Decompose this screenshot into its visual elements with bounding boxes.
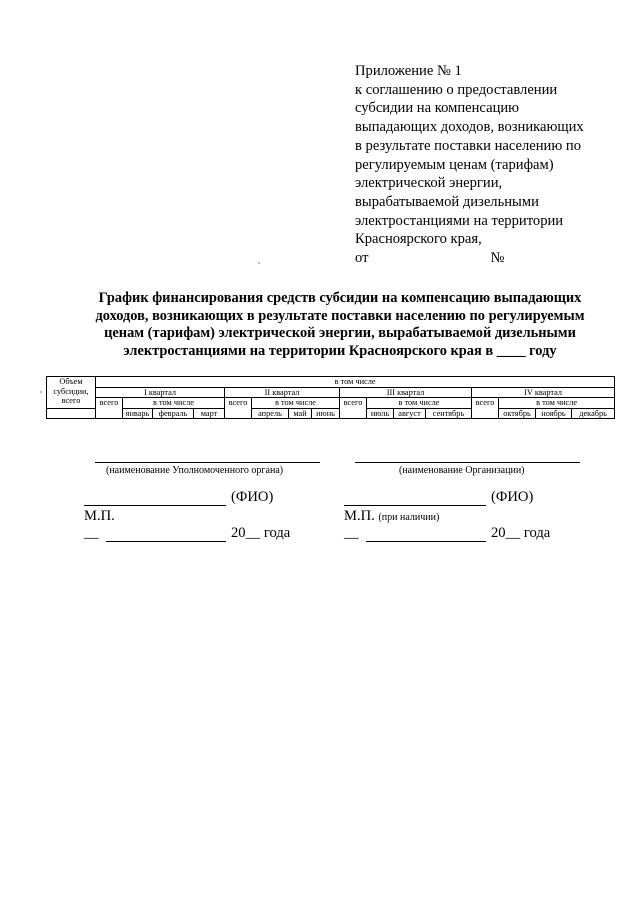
quarter-1-header: I квартал [96,387,225,398]
appendix-date-line [355,249,625,268]
appendix-line: регулируемым ценам (тарифам) [355,156,554,173]
organization-seal [344,508,439,525]
authority-caption: (наименование Уполномоченного органа) [106,465,284,476]
q3-total-header: всего [340,398,367,419]
total-subsidy-header: Объем субсидии, всего [47,377,96,409]
q2-total-header: всего [225,398,252,419]
q3-including-header: в том числе [367,398,472,409]
q4-including-header: в том числе [499,398,615,409]
authority-signature-line [84,505,226,506]
organization-date-line [366,541,486,542]
q1-including-header: в том числе [123,398,225,409]
total-subsidy-cell [47,408,96,419]
month-header: июль [367,408,394,419]
month-header: сентябрь [426,408,472,419]
authority-name-line [95,462,320,463]
authority-fio: (ФИО) [231,489,274,505]
title-line: График финансирования средств субсидии на компенсацию выпадающих [98,290,582,306]
organization-name-line [355,462,580,463]
month-header: май [289,408,312,419]
seal-note: (при наличии) [378,512,440,523]
title-line: ценам (тарифам) электрической энергии, вырабатываемой дизельными [104,325,576,341]
month-header: ноябрь [536,408,572,419]
appendix-line: субсидии на компенсацию [355,100,520,117]
month-header: июнь [312,408,340,419]
authority-date-line [106,541,226,542]
organization-caption: (наименование Организации) [399,465,525,476]
month-header: август [394,408,426,419]
title-line: доходов, возникающих в результате поставки населению по регулируемым [95,307,585,324]
title-line: электростанциями на территории Красноярского края в ____ году [123,342,557,359]
organization-year: 20__ года [491,525,551,541]
month-header: октябрь [499,408,536,419]
appendix-line: Красноярского края, [355,231,482,248]
organization-fio: (ФИО) [491,489,534,505]
appendix-block [355,62,625,268]
q1-total-header: всего [96,398,123,419]
scan-speck [40,391,42,393]
quarter-4-header: IV квартал [472,387,615,398]
quarter-2-header: II квартал [225,387,340,398]
authority-day: __ [84,525,99,541]
month-header: апрель [252,408,289,419]
month-header: февраль [153,408,194,419]
q2-including-header: в том числе [252,398,340,409]
seal-label: М.П. [344,508,375,524]
q4-total-header: всего [472,398,499,419]
financing-schedule-table [46,376,615,419]
authority-seal: М.П. [84,508,115,524]
document-title [60,290,620,360]
month-header: январь [123,408,153,419]
including-header: в том числе [96,377,615,388]
organization-signature-line [344,505,486,506]
appendix-line: электрической энергии, [355,175,503,192]
from-label: от [355,250,369,267]
month-header: декабрь [572,408,615,419]
number-label: № [490,250,505,267]
authority-year: 20__ года [231,525,291,541]
month-header: март [194,408,225,419]
appendix-line: электростанциями на территории [355,212,564,229]
appendix-line: в результате поставки населению по [355,137,582,154]
quarter-3-header: III квартал [340,387,472,398]
appendix-line: Приложение № 1 [355,63,462,79]
appendix-line: вырабатываемой дизельными [355,193,539,210]
scan-speck [258,262,260,264]
appendix-line: к соглашению о предоставлении [355,81,558,98]
organization-day: __ [344,525,359,541]
appendix-line: выпадающих доходов, возникающих [355,119,584,136]
